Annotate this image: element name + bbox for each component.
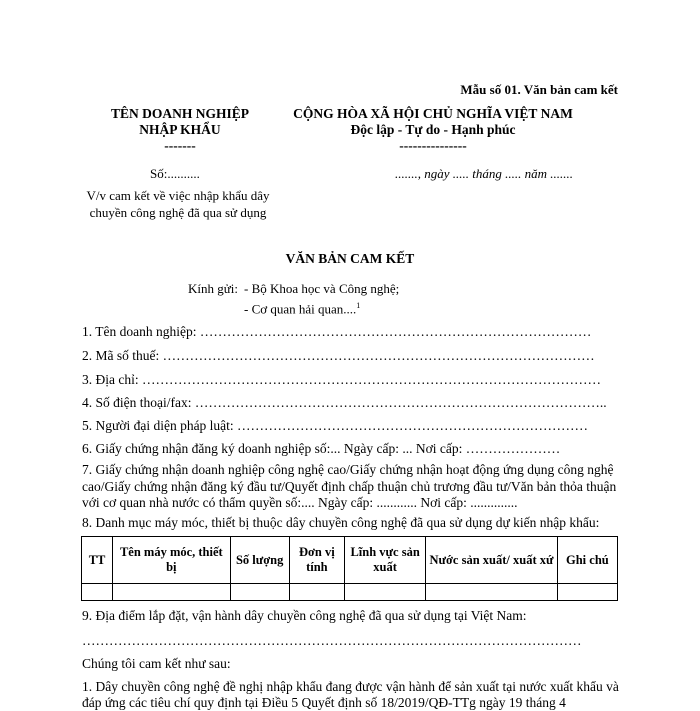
- item-tax-code: 2. Mã số thuế: ……………………………………………………………………………………: [82, 348, 595, 363]
- document-subject: V/v cam kết về việc nhập khẩu dây chuyền công nghệ đã qua sử dụng: [86, 188, 270, 220]
- location-fill-line: …………………………………………………………………………………………………: [82, 633, 582, 648]
- item-address: 3. Địa chỉ: …………………………………………………………………………………………: [82, 372, 601, 387]
- recipient-ministry: - Bộ Khoa học và Công nghệ;: [244, 281, 400, 296]
- org-name-line2: NHẬP KHẨU: [139, 122, 221, 137]
- footnote-marker: 1: [356, 301, 361, 310]
- table-cell: [344, 584, 425, 601]
- national-motto: Độc lập - Tự do - Hạnh phúc: [350, 122, 516, 137]
- document-date: ......., ngày ..... tháng ..... năm .......: [395, 166, 574, 181]
- org-rule: -------: [164, 138, 196, 153]
- col-note: Ghi chú: [557, 537, 617, 584]
- org-name-line1: TÊN DOANH NGHIỆP: [110, 106, 249, 121]
- item-phone-fax: 4. Số điện thoại/fax: ………………………………………………………………………………..: [82, 395, 607, 410]
- table-header-row: [82, 537, 618, 584]
- commitment-item-1: 1. Dây chuyền công nghệ đề nghị nhập khẩu đang được vận hành để sản xuất tại nước xuất khẩu và đáp ứng các tiêu chí quy định tại Điều 5 Quyết định số 18/2019/QĐ-TTg ngày 19 tháng 4: [82, 679, 619, 710]
- recipient-customs: - Cơ quan hải quan....: [244, 301, 357, 317]
- form-number: Mẫu số 01. Văn bản cam kết: [460, 82, 618, 97]
- recipients: [188, 280, 399, 317]
- col-tt: TT: [82, 537, 113, 584]
- table-cell: [230, 584, 289, 601]
- document-number: Số:..........: [150, 166, 200, 181]
- table-cell: [557, 584, 617, 601]
- table-row: [82, 584, 618, 601]
- commitment-intro: Chúng tôi cam kết như sau:: [82, 656, 231, 671]
- table-cell: [82, 584, 113, 601]
- item-installation-location: 9. Địa điểm lắp đặt, vận hành dây chuyền công nghệ đã qua sử dụng tại Việt Nam:: [82, 608, 527, 623]
- item-business-reg: 6. Giấy chứng nhận đăng ký doanh nghiệp số:... Ngày cấp: ... Nơi cấp: …………………: [82, 441, 561, 456]
- motto-rule: ---------------: [399, 138, 467, 153]
- org-name-block: [100, 106, 260, 154]
- item-company-name: 1. Tên doanh nghiệp: ……………………………………………………………………………: [82, 324, 592, 339]
- col-origin: Nước sản xuất/ xuất xứ: [426, 537, 557, 584]
- col-unit: Đơn vị tính: [289, 537, 344, 584]
- table-cell: [426, 584, 557, 601]
- item-certificates: 7. Giấy chứng nhận doanh nghiệp công nghệ cao/Giấy chứng nhận hoạt động ứng dụng công nghệ cao/Giấy chứng nhận đăng ký đầu tư/Quyết định chấp thuận chủ trương đầu tư/Văn bản thỏa thuận với cơ quan nhà nước có thẩm quyền số:.... Ngày cấp: ............ Nơi cấp: ..............: [82, 462, 617, 510]
- table-cell: [113, 584, 230, 601]
- document-title: VĂN BẢN CAM KẾT: [285, 251, 415, 266]
- table-cell: [289, 584, 344, 601]
- item-equipment-list: 8. Danh mục máy móc, thiết bị thuộc dây chuyền công nghệ đã qua sử dụng dự kiến nhập khẩu:: [82, 515, 600, 530]
- national-heading: [283, 106, 583, 154]
- recipients-label: Kính gửi:: [188, 281, 239, 296]
- equipment-table: [81, 536, 618, 601]
- item-legal-rep: 5. Người đại diện pháp luật: ……………………………………………………………………: [82, 418, 589, 433]
- col-field: Lĩnh vực sản xuất: [344, 537, 425, 584]
- col-equipment-name: Tên máy móc, thiết bị: [113, 537, 230, 584]
- col-quantity: Số lượng: [230, 537, 289, 584]
- nation-name: CỘNG HÒA XÃ HỘI CHỦ NGHĨA VIỆT NAM: [293, 106, 573, 121]
